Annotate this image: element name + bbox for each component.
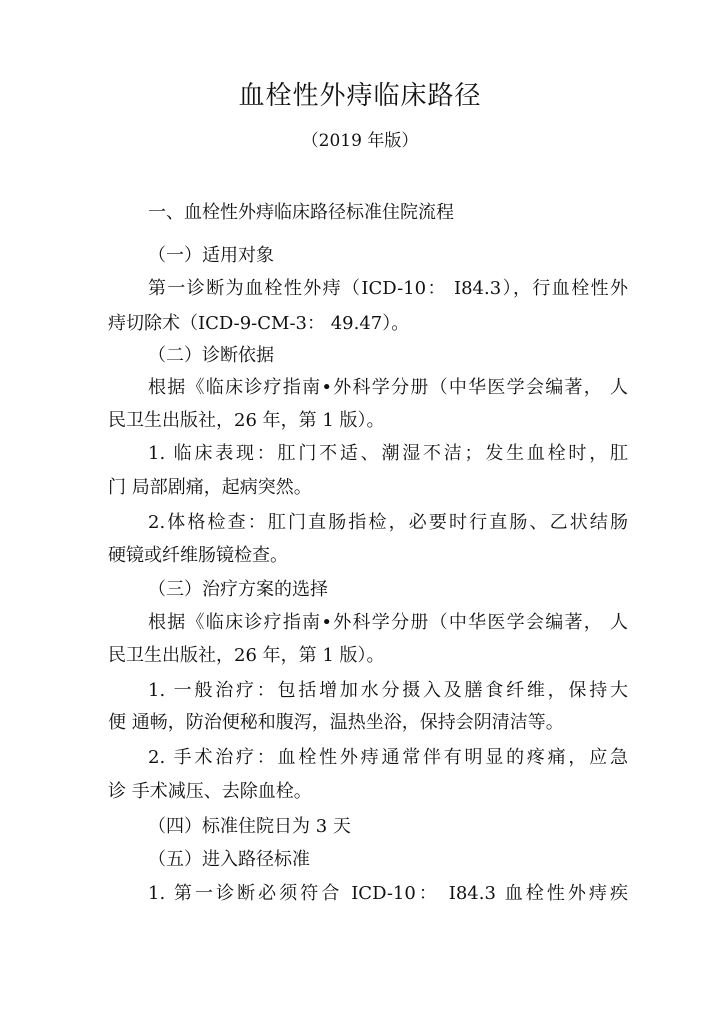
list-item-line: 硬镜或纤维肠镜检查。 bbox=[108, 545, 288, 566]
list-item-line: 2.体格检查：肛门直肠指检，必要时行直肠、乙状结肠 bbox=[148, 512, 628, 533]
list-item-line: 1. 第一诊断必须符合 ICD-10： I84.3 血栓性外痔疾 bbox=[148, 883, 628, 904]
paragraph-line: 民卫生出版社，26 年，第 1 版）。 bbox=[108, 645, 385, 666]
subsection-heading-3: （三）治疗方案的选择 bbox=[148, 579, 328, 600]
paragraph-line: 民卫生出版社，26 年，第 1 版）。 bbox=[108, 410, 385, 431]
subsection-heading-5: （五）进入路径标准 bbox=[148, 849, 310, 870]
paragraph-line: 根据《临床诊疗指南•外科学分册（中华医学会编著， 人 bbox=[148, 377, 628, 398]
document-subtitle: （2019 年版） bbox=[301, 131, 419, 151]
subsection-heading-2: （二）诊断依据 bbox=[148, 345, 274, 366]
list-item-line: 1. 临床表现：肛门不适、潮湿不洁；发生血栓时，肛 bbox=[148, 443, 628, 464]
list-item-line: 便 通畅，防治便秘和腹泻，温热坐浴，保持会阴清洁等。 bbox=[108, 712, 564, 733]
paragraph-line: 痔切除术（ICD-9-CM-3： 49.47）。 bbox=[108, 313, 410, 334]
document-title: 血栓性外痔临床路径 bbox=[238, 81, 482, 111]
list-item-line: 1. 一般治疗：包括增加水分摄入及膳食纤维，保持大 bbox=[148, 680, 628, 701]
subsection-heading-4: （四）标准住院日为 3 天 bbox=[148, 816, 351, 837]
paragraph-line: 根据《临床诊疗指南•外科学分册（中华医学会编著， 人 bbox=[148, 612, 628, 633]
paragraph-line: 第一诊断为血栓性外痔（ICD-10： I84.3），行血栓性外 bbox=[148, 278, 628, 299]
section-heading: 一、血栓性外痔临床路径标准住院流程 bbox=[148, 202, 454, 223]
subsection-heading-1: （一）适用对象 bbox=[148, 245, 274, 266]
list-item-line: 门 局部剧痛，起病突然。 bbox=[108, 477, 312, 498]
list-item-line: 2. 手术治疗：血栓性外痔通常伴有明显的疼痛，应急 bbox=[148, 747, 628, 768]
list-item-line: 诊 手术减压、去除血栓。 bbox=[108, 781, 312, 802]
